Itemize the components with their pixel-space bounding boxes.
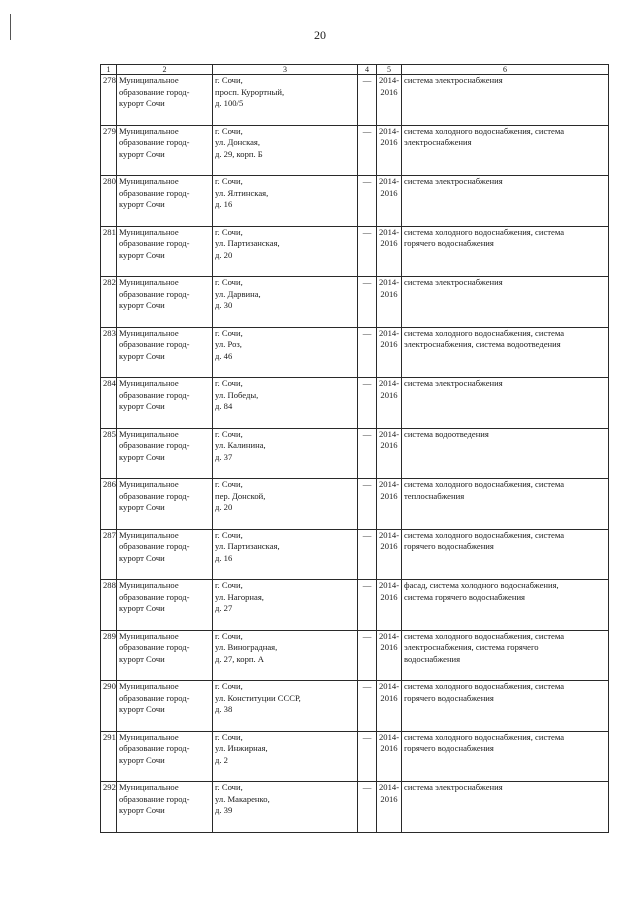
column-4-cell: — [358, 681, 377, 732]
owner-line: образование город- [119, 793, 190, 804]
address-line: г. Сочи, [215, 176, 243, 186]
systems-cell [402, 277, 609, 328]
address-line: г. Сочи, [215, 681, 243, 691]
period-line: 2016 [380, 793, 398, 804]
address-line: ул. Ялтинская, [215, 187, 269, 198]
column-header: 1 [101, 65, 117, 75]
systems-line: электроснабжения, система водоотведения [404, 339, 561, 349]
owner-line: курорт Сочи [119, 451, 165, 462]
period-line: 2014- [379, 529, 400, 540]
systems-cell [402, 529, 609, 580]
period-cell [377, 731, 402, 782]
period-line: 2014- [379, 327, 400, 338]
address-line: ул. Дарвина, [215, 288, 261, 299]
owner-line: Муниципальное [119, 630, 179, 641]
owner-line: образование город- [119, 187, 190, 198]
row-number: 281 [101, 226, 117, 277]
period-cell [377, 580, 402, 631]
owner-line: Муниципальное [119, 277, 179, 287]
owner-line: курорт Сочи [119, 249, 165, 260]
row-number: 292 [101, 782, 117, 833]
owner-line: Муниципальное [119, 428, 179, 439]
owner-cell [117, 681, 213, 732]
table-body [101, 75, 609, 833]
owner-cell [117, 75, 213, 126]
period-line: 2014- [379, 731, 400, 742]
systems-line: система холодного водоснабжения, система [404, 529, 565, 540]
address-line: просп. Курортный, [215, 86, 285, 97]
period-line: 2016 [380, 389, 398, 400]
owner-cell [117, 226, 213, 277]
owner-cell [117, 630, 213, 681]
address-line: ул. Конституции СССР, [215, 692, 301, 703]
owner-line: курорт Сочи [119, 805, 165, 815]
systems-line: горячего водоснабжения [404, 743, 494, 753]
table-row [101, 681, 609, 732]
table-row [101, 630, 609, 681]
table-row [101, 327, 609, 378]
owner-line: Муниципальное [119, 479, 179, 489]
period-line: 2016 [380, 440, 398, 450]
systems-cell [402, 580, 609, 631]
systems-line: водоснабжения [404, 653, 461, 664]
period-line: 2016 [380, 490, 398, 501]
systems-cell [402, 75, 609, 126]
table-row [101, 580, 609, 631]
address-line: г. Сочи, [215, 428, 243, 439]
systems-cell [402, 782, 609, 833]
table-row [101, 176, 609, 227]
address-line: ул. Партизанская, [215, 238, 280, 248]
address-line: д. 30 [215, 300, 233, 310]
systems-cell [402, 630, 609, 681]
row-number: 288 [101, 580, 117, 631]
address-line: г. Сочи, [215, 378, 243, 388]
address-line: ул. Виноградная, [215, 642, 278, 652]
owner-cell [117, 125, 213, 176]
table-row [101, 277, 609, 328]
period-line: 2016 [380, 288, 398, 299]
owner-line: курорт Сочи [119, 754, 165, 765]
owner-line: курорт Сочи [119, 653, 165, 664]
period-line: 2014- [379, 125, 400, 136]
owner-line: курорт Сочи [119, 350, 165, 361]
address-line: ул. Роз, [215, 339, 242, 349]
period-cell [377, 378, 402, 429]
systems-line: система холодного водоснабжения, система [404, 327, 565, 338]
column-4-cell: — [358, 125, 377, 176]
address-cell [213, 176, 358, 227]
address-line: г. Сочи, [215, 731, 243, 742]
column-number-row [101, 65, 609, 75]
period-cell [377, 277, 402, 328]
period-line: 2016 [380, 541, 398, 551]
owner-line: курорт Сочи [119, 98, 165, 108]
owner-line: Муниципальное [119, 580, 179, 590]
period-cell [377, 782, 402, 833]
owner-line: образование город- [119, 591, 190, 602]
systems-line: горячего водоснабжения [404, 541, 494, 551]
address-line: ул. Победы, [215, 389, 259, 400]
period-line: 2014- [379, 378, 400, 388]
owner-cell [117, 327, 213, 378]
address-cell [213, 630, 358, 681]
table-row [101, 782, 609, 833]
systems-line: теплоснабжения [404, 490, 465, 501]
systems-line: система холодного водоснабжения, система [404, 630, 565, 641]
column-4-cell: — [358, 75, 377, 126]
systems-line: система холодного водоснабжения, система [404, 125, 565, 136]
table-row [101, 75, 609, 126]
period-line: 2014- [379, 428, 400, 439]
owner-line: образование город- [119, 389, 190, 400]
period-line: 2014- [379, 782, 400, 792]
systems-line: горячего водоснабжения [404, 238, 494, 248]
address-line: г. Сочи, [215, 327, 243, 338]
column-4-cell: — [358, 731, 377, 782]
period-line: 2016 [380, 187, 398, 198]
row-number: 282 [101, 277, 117, 328]
owner-line: Муниципальное [119, 378, 179, 388]
period-line: 2016 [380, 86, 398, 97]
owner-line: курорт Сочи [119, 199, 165, 209]
systems-line: система водоотведения [404, 428, 489, 439]
table-row [101, 731, 609, 782]
address-line: д. 29, корп. Б [215, 148, 263, 159]
systems-line: система холодного водоснабжения, система [404, 731, 565, 742]
systems-line: система холодного водоснабжения, система [404, 226, 565, 237]
systems-cell [402, 731, 609, 782]
systems-cell [402, 378, 609, 429]
period-line: 2014- [379, 277, 400, 287]
period-cell [377, 75, 402, 126]
address-cell [213, 327, 358, 378]
row-number: 287 [101, 529, 117, 580]
systems-line: система электроснабжения [404, 378, 503, 388]
owner-line: курорт Сочи [119, 148, 165, 159]
owner-line: образование город- [119, 137, 190, 147]
period-line: 2014- [379, 75, 400, 85]
address-cell [213, 75, 358, 126]
address-cell [213, 782, 358, 833]
row-number: 280 [101, 176, 117, 227]
owner-line: Муниципальное [119, 529, 179, 540]
page-number: 20 [314, 28, 326, 42]
address-line: г. Сочи, [215, 630, 243, 641]
table-row [101, 428, 609, 479]
period-line: 2016 [380, 238, 398, 248]
owner-line: образование город- [119, 440, 190, 450]
address-line: ул. Калинина, [215, 440, 266, 450]
owner-cell [117, 428, 213, 479]
address-line: д. 37 [215, 451, 233, 462]
owner-line: образование город- [119, 692, 190, 703]
period-line: 2016 [380, 642, 398, 652]
owner-cell [117, 782, 213, 833]
address-line: ул. Макаренко, [215, 793, 270, 804]
address-line: ул. Донская, [215, 137, 261, 147]
table-header [101, 65, 609, 75]
period-line: 2014- [379, 176, 400, 186]
address-line: д. 16 [215, 199, 233, 209]
column-header: 5 [377, 65, 402, 75]
systems-cell [402, 681, 609, 732]
systems-line: система горячего водоснабжения [404, 591, 525, 602]
address-line: г. Сочи, [215, 479, 243, 489]
row-number: 283 [101, 327, 117, 378]
table-row [101, 125, 609, 176]
owner-line: курорт Сочи [119, 502, 165, 512]
owner-line: образование город- [119, 642, 190, 652]
owner-line: Муниципальное [119, 681, 179, 691]
address-cell [213, 378, 358, 429]
address-line: д. 100/5 [215, 98, 244, 108]
row-number: 279 [101, 125, 117, 176]
period-line: 2014- [379, 580, 400, 590]
owner-line: Муниципальное [119, 782, 179, 792]
column-4-cell: — [358, 479, 377, 530]
registry-table [100, 64, 609, 833]
owner-cell [117, 529, 213, 580]
address-line: г. Сочи, [215, 580, 243, 590]
owner-line: курорт Сочи [119, 552, 165, 563]
column-4-cell: — [358, 226, 377, 277]
address-line: г. Сочи, [215, 529, 243, 540]
owner-cell [117, 479, 213, 530]
address-line: д. 39 [215, 805, 233, 815]
address-line: д. 27, корп. А [215, 653, 264, 664]
address-cell [213, 277, 358, 328]
column-header: 4 [358, 65, 377, 75]
owner-cell [117, 176, 213, 227]
address-line: д. 20 [215, 502, 233, 512]
column-4-cell: — [358, 428, 377, 479]
address-line: д. 84 [215, 401, 233, 411]
period-cell [377, 327, 402, 378]
column-header: 3 [213, 65, 358, 75]
address-cell [213, 731, 358, 782]
period-cell [377, 630, 402, 681]
owner-cell [117, 277, 213, 328]
period-cell [377, 176, 402, 227]
table-row [101, 226, 609, 277]
owner-cell [117, 580, 213, 631]
owner-line: Муниципальное [119, 125, 179, 136]
systems-cell [402, 428, 609, 479]
address-line: д. 46 [215, 350, 233, 361]
owner-line: образование город- [119, 541, 190, 551]
systems-line: система холодного водоснабжения, система [404, 479, 565, 489]
address-line: ул. Инжирная, [215, 743, 268, 753]
address-line: д. 27 [215, 603, 233, 613]
owner-line: курорт Сочи [119, 401, 165, 411]
owner-line: образование город- [119, 339, 190, 349]
column-4-cell: — [358, 378, 377, 429]
owner-line: образование город- [119, 238, 190, 248]
owner-line: Муниципальное [119, 176, 179, 186]
column-4-cell: — [358, 782, 377, 833]
period-line: 2016 [380, 339, 398, 349]
period-line: 2016 [380, 591, 398, 602]
owner-line: образование город- [119, 743, 190, 753]
address-cell [213, 529, 358, 580]
period-cell [377, 479, 402, 530]
systems-cell [402, 479, 609, 530]
column-4-cell: — [358, 176, 377, 227]
systems-cell [402, 226, 609, 277]
period-line: 2016 [380, 743, 398, 753]
column-4-cell: — [358, 327, 377, 378]
period-line: 2016 [380, 137, 398, 147]
row-number: 289 [101, 630, 117, 681]
owner-cell [117, 378, 213, 429]
column-4-cell: — [358, 630, 377, 681]
owner-line: Муниципальное [119, 75, 179, 85]
column-header: 2 [117, 65, 213, 75]
owner-line: курорт Сочи [119, 300, 165, 310]
systems-line: фасад, система холодного водоснабжения, [404, 580, 559, 590]
address-line: д. 20 [215, 249, 233, 260]
address-line: пер. Донской, [215, 490, 266, 501]
address-line: г. Сочи, [215, 75, 243, 85]
row-number: 286 [101, 479, 117, 530]
address-line: г. Сочи, [215, 782, 243, 792]
period-line: 2014- [379, 681, 400, 691]
column-4-cell: — [358, 529, 377, 580]
systems-line: система электроснабжения [404, 176, 503, 186]
owner-line: образование город- [119, 86, 190, 97]
owner-cell [117, 731, 213, 782]
address-cell [213, 479, 358, 530]
address-cell [213, 428, 358, 479]
systems-line: горячего водоснабжения [404, 692, 494, 703]
systems-line: система электроснабжения [404, 75, 503, 85]
address-cell [213, 226, 358, 277]
row-number: 285 [101, 428, 117, 479]
systems-line: электроснабжения, система горячего [404, 642, 539, 652]
owner-line: образование город- [119, 490, 190, 501]
address-line: д. 2 [215, 754, 228, 765]
period-line: 2014- [379, 226, 400, 237]
table-row [101, 479, 609, 530]
period-cell [377, 681, 402, 732]
period-cell [377, 529, 402, 580]
systems-cell [402, 125, 609, 176]
period-line: 2016 [380, 692, 398, 703]
systems-line: электроснабжения [404, 137, 472, 147]
row-number: 290 [101, 681, 117, 732]
table-row [101, 529, 609, 580]
period-line: 2014- [379, 479, 400, 489]
address-line: ул. Нагорная, [215, 591, 264, 602]
table-row [101, 378, 609, 429]
period-cell [377, 125, 402, 176]
owner-line: Муниципальное [119, 226, 179, 237]
address-line: г. Сочи, [215, 125, 243, 136]
column-4-cell: — [358, 580, 377, 631]
owner-line: курорт Сочи [119, 704, 165, 714]
address-line: г. Сочи, [215, 226, 243, 237]
period-cell [377, 226, 402, 277]
address-line: д. 16 [215, 552, 233, 563]
owner-line: Муниципальное [119, 731, 179, 742]
column-4-cell: — [358, 277, 377, 328]
systems-line: система электроснабжения [404, 277, 503, 287]
row-number: 284 [101, 378, 117, 429]
address-cell [213, 580, 358, 631]
systems-cell [402, 327, 609, 378]
address-line: ул. Партизанская, [215, 541, 280, 551]
row-number: 278 [101, 75, 117, 126]
column-header: 6 [402, 65, 609, 75]
address-cell [213, 681, 358, 732]
owner-line: образование город- [119, 288, 190, 299]
systems-cell [402, 176, 609, 227]
address-line: г. Сочи, [215, 277, 243, 287]
row-number: 291 [101, 731, 117, 782]
owner-line: курорт Сочи [119, 603, 165, 613]
period-line: 2014- [379, 630, 400, 641]
period-cell [377, 428, 402, 479]
address-line: д. 38 [215, 704, 233, 714]
owner-line: Муниципальное [119, 327, 179, 338]
systems-line: система электроснабжения [404, 782, 503, 792]
systems-line: система холодного водоснабжения, система [404, 681, 565, 691]
address-cell [213, 125, 358, 176]
